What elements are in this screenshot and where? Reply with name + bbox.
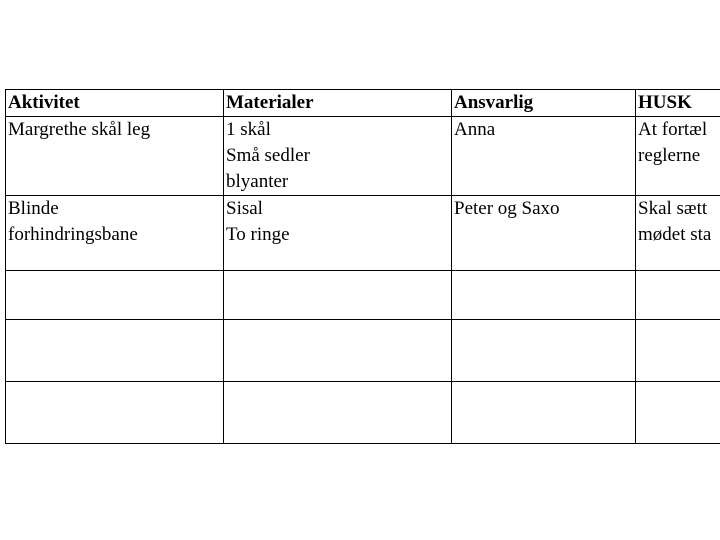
cell-ansvarlig xyxy=(452,271,636,320)
cell-line: Peter og Saxo xyxy=(454,198,560,219)
table-row xyxy=(6,196,720,271)
cell-line: blyanter xyxy=(226,171,289,192)
header-husk: HUSK xyxy=(636,90,720,117)
cell-aktivitet xyxy=(6,271,224,320)
cell-line: Små sedler xyxy=(226,145,310,166)
cell-aktivitet xyxy=(6,382,224,444)
table-row xyxy=(6,320,720,382)
cell-line: Blinde xyxy=(8,198,59,219)
cell-line: reglerne xyxy=(638,145,701,166)
cell-materialer xyxy=(224,196,452,271)
cell-line: forhindringsbane xyxy=(8,224,138,245)
cell-ansvarlig xyxy=(452,196,636,271)
cell-ansvarlig xyxy=(452,382,636,444)
table-row xyxy=(6,117,720,196)
cell-materialer xyxy=(224,271,452,320)
cell-husk xyxy=(636,117,720,196)
table-row xyxy=(6,271,720,320)
table-header-row xyxy=(6,90,720,117)
cell-line: At fortæl xyxy=(638,119,708,140)
cell-line: Sisal xyxy=(226,198,263,219)
activity-table xyxy=(5,89,720,444)
cell-aktivitet xyxy=(6,320,224,382)
cell-line: 1 skål xyxy=(226,119,271,140)
cell-line: Skal sætt xyxy=(638,198,708,219)
header-aktivitet: Aktivitet xyxy=(6,90,224,117)
cell-husk xyxy=(636,196,720,271)
cell-ansvarlig xyxy=(452,320,636,382)
cell-line: mødet sta xyxy=(638,224,712,245)
cell-husk xyxy=(636,320,720,382)
cell-husk xyxy=(636,271,720,320)
cell-ansvarlig xyxy=(452,117,636,196)
cell-line: Anna xyxy=(454,119,496,140)
table-row xyxy=(6,382,720,444)
cell-husk xyxy=(636,382,720,444)
cell-aktivitet xyxy=(6,117,224,196)
cell-materialer xyxy=(224,117,452,196)
cell-aktivitet xyxy=(6,196,224,271)
cell-materialer xyxy=(224,382,452,444)
header-ansvarlig: Ansvarlig xyxy=(452,90,636,117)
header-materialer: Materialer xyxy=(224,90,452,117)
cell-line: Margrethe skål leg xyxy=(8,119,151,140)
cell-materialer xyxy=(224,320,452,382)
cell-line: To ringe xyxy=(226,224,290,245)
